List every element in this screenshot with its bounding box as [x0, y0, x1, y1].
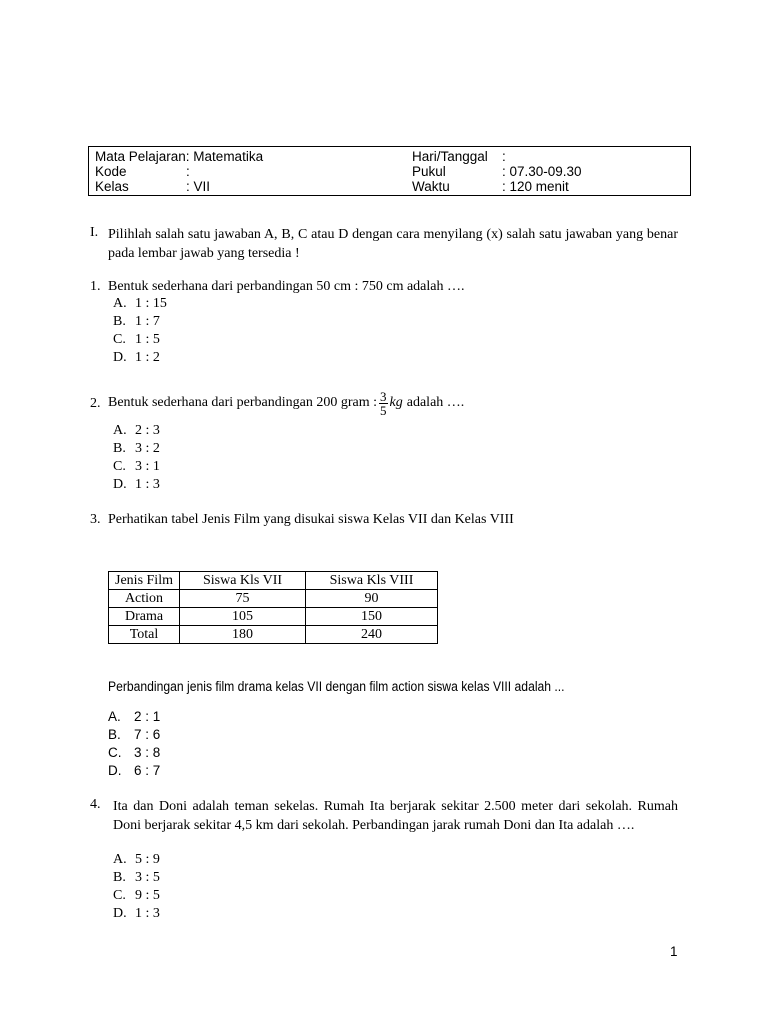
instruction-number: I.	[90, 225, 99, 240]
table-row	[109, 590, 438, 608]
q4-option-d[interactable]	[113, 905, 160, 923]
option-letter: A.	[113, 423, 127, 438]
q2-option-a[interactable]	[113, 422, 160, 440]
instruction-text: Pilihlah salah satu jawaban A, B, C atau D dengan cara menyilang (x) salah satu jawaban yang benar pada lembar jawab yang tersedia !	[108, 227, 678, 261]
option-text: 5 : 9	[135, 852, 160, 867]
subject-label: Mata Pelajaran: Matematika	[95, 149, 264, 164]
table-cell: 150	[306, 608, 438, 626]
q1-option-b[interactable]	[113, 313, 160, 331]
table-header: Siswa Kls VII	[180, 572, 306, 590]
duration-label: Waktu	[412, 179, 450, 194]
fraction-denominator: 5	[380, 402, 387, 418]
q4-option-c[interactable]	[113, 887, 160, 905]
option-letter: C.	[113, 888, 126, 903]
q1-option-d[interactable]	[113, 349, 160, 367]
table-cell: Drama	[109, 608, 180, 626]
option-text: 2 : 1	[134, 709, 161, 724]
table-cell: Total	[109, 626, 180, 644]
option-text: 1 : 2	[135, 350, 160, 365]
table-cell: 180	[180, 626, 306, 644]
q1-option-c[interactable]	[113, 331, 160, 349]
option-letter: A.	[113, 296, 127, 311]
code-value: :	[186, 164, 190, 179]
q1-option-a[interactable]	[113, 295, 167, 313]
table-header: Jenis Film	[109, 572, 180, 590]
q1-number: 1.	[90, 279, 101, 294]
q2-text-before: Bentuk sederhana dari perbandingan 200 gram :	[108, 395, 378, 410]
option-text: 3 : 5	[135, 870, 160, 885]
option-letter: B.	[113, 441, 126, 456]
table-cell: 105	[180, 608, 306, 626]
table-header-row	[109, 572, 438, 590]
option-letter: D.	[113, 477, 127, 492]
time-label: Pukul	[412, 164, 446, 179]
class-label: Kelas	[95, 179, 129, 194]
q3-option-a[interactable]	[108, 708, 160, 726]
q3-option-c[interactable]	[108, 744, 160, 762]
fraction-numerator: 3	[380, 388, 387, 404]
option-text: 1 : 5	[135, 332, 160, 347]
q1-text: Bentuk sederhana dari perbandingan 50 cm : 750 cm adalah ….	[108, 279, 465, 294]
option-text: 3 : 2	[135, 441, 160, 456]
option-letter: B.	[113, 314, 126, 329]
table-cell: 75	[180, 590, 306, 608]
option-letter: C.	[108, 745, 122, 760]
option-letter: D.	[113, 906, 127, 921]
option-text: 1 : 3	[135, 906, 160, 921]
option-letter: C.	[113, 332, 126, 347]
option-text: 2 : 3	[135, 423, 160, 438]
time-value: : 07.30-09.30	[502, 164, 582, 179]
option-letter: A.	[108, 709, 121, 724]
option-letter: A.	[113, 852, 127, 867]
option-letter: B.	[113, 870, 126, 885]
class-value: : VII	[186, 179, 211, 194]
q4-number: 4.	[90, 797, 101, 812]
q4-option-a[interactable]	[113, 851, 160, 869]
fraction	[379, 390, 388, 417]
code-label: Kode	[95, 164, 127, 179]
table-row	[109, 626, 438, 644]
q2-option-b[interactable]	[113, 440, 160, 458]
q2-option-c[interactable]	[113, 458, 160, 476]
table-header: Siswa Kls VIII	[306, 572, 438, 590]
table-cell: 90	[306, 590, 438, 608]
option-letter: D.	[108, 763, 122, 778]
option-letter: B.	[108, 727, 121, 742]
q4-text: Ita dan Doni adalah teman sekelas. Rumah Ita berjarak sekitar 2.500 meter dari sekolah. Rumah Doni berjarak sekitar 4,5 km dari sekolah. Perbandingan jarak rumah Doni dan Ita adalah ….	[113, 799, 678, 833]
day-label: Hari/Tanggal	[412, 149, 488, 164]
table-cell: 240	[306, 626, 438, 644]
option-letter: C.	[113, 459, 126, 474]
option-text: 3 : 8	[134, 745, 161, 760]
q2-number: 2.	[90, 396, 101, 411]
option-text: 9 : 5	[135, 888, 160, 903]
q3-question: Perbandingan jenis film drama kelas VII dengan film action siswa kelas VIII adalah ...	[108, 679, 565, 694]
q3-text: Perhatikan tabel Jenis Film yang disukai siswa Kelas VII dan Kelas VIII	[108, 512, 514, 527]
option-text: 3 : 1	[135, 459, 160, 474]
exam-header-box	[88, 146, 691, 196]
option-text: 7 : 6	[134, 727, 161, 742]
q4-option-b[interactable]	[113, 869, 160, 887]
option-text: 6 : 7	[134, 763, 161, 778]
q3-option-d[interactable]	[108, 762, 160, 780]
day-value: :	[502, 149, 506, 164]
film-table	[108, 571, 438, 644]
duration-value: : 120 menit	[502, 179, 569, 194]
q2-text	[108, 385, 464, 421]
q2-option-d[interactable]	[113, 476, 160, 494]
q3-option-b[interactable]	[108, 726, 160, 744]
option-text: 1 : 7	[135, 314, 160, 329]
page-number: 1	[670, 944, 678, 959]
q2-unit: kg	[389, 395, 403, 410]
q2-text-after: adalah ….	[406, 395, 465, 410]
table-cell: Action	[109, 590, 180, 608]
option-letter: D.	[113, 350, 127, 365]
q3-number: 3.	[90, 512, 101, 527]
table-row	[109, 608, 438, 626]
option-text: 1 : 15	[135, 296, 167, 311]
option-text: 1 : 3	[135, 477, 160, 492]
